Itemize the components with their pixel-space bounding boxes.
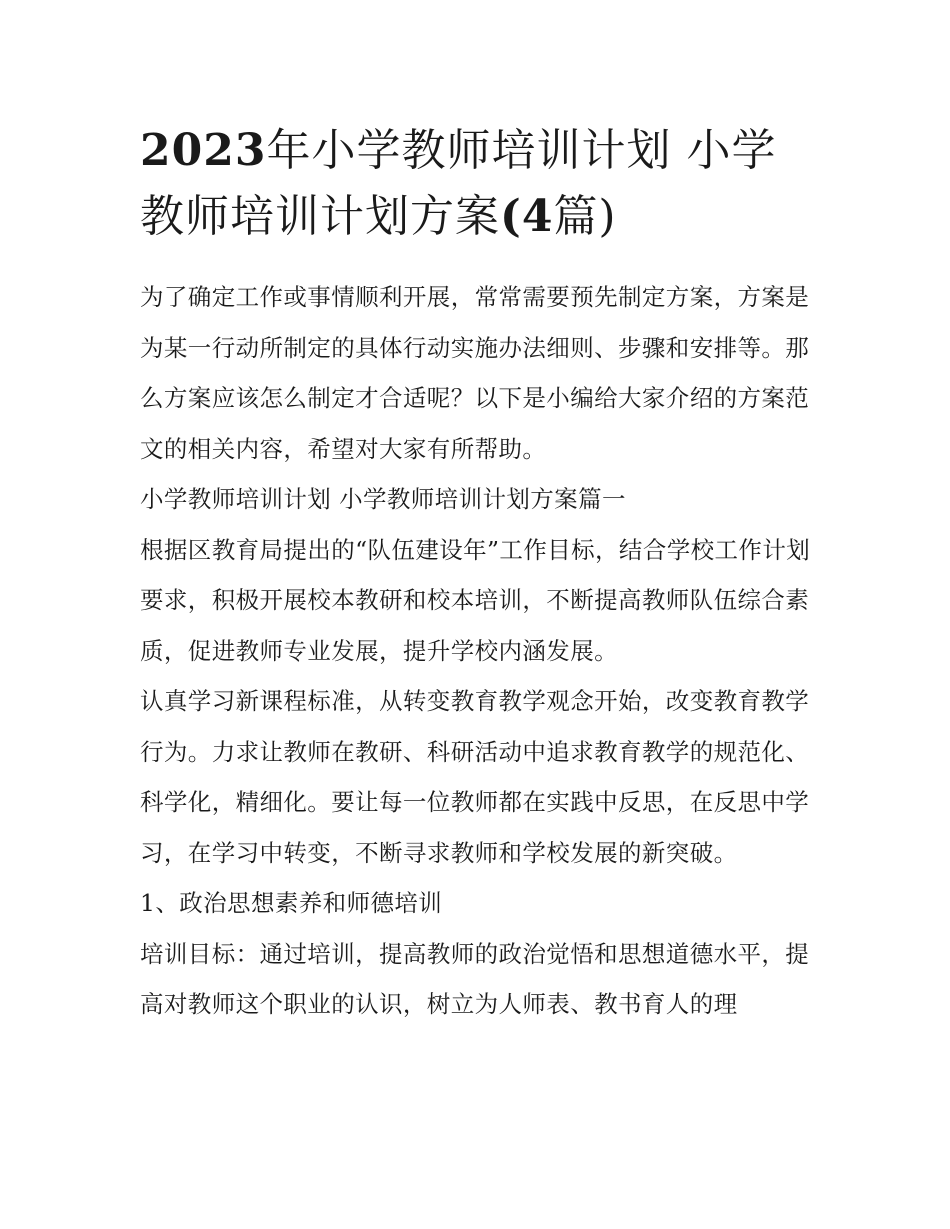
document-body (140, 272, 820, 1030)
body-paragraph: 认真学习新课程标准，从转变教育教学观念开始，改变教育教学行为。力求让教师在教研、科研活动中追求教育教学的规范化、科学化，精细化。要让每一位教师都在实践中反思，在反思中学习，在学习中转变，不断寻求教师和学校发展的新突破。 (140, 687, 810, 867)
title-end: 篇) (553, 191, 617, 242)
title-count: (4 (500, 191, 554, 242)
document-title (140, 118, 820, 250)
intro-paragraph: 为了确定工作或事情顺利开展，常常需要预先制定方案，方案是为某一行动所制定的具体行动实施办法细则、步骤和安排等。那么方案应该怎么制定才合适呢？以下是小编给大家介绍的方案范文的相关内容，希望对大家有所帮助。 (140, 283, 810, 463)
title-text: 年小学教师培训计划 小学教师培训计划方案 (140, 125, 777, 242)
body-paragraph: 培训目标：通过培训，提高教师的政治觉悟和思想道德水平，提高对教师这个职业的认识，树立为人师表、教书育人的理 (140, 939, 810, 1018)
body-paragraph: 根据区教育局提出的“队伍建设年”工作目标，结合学校工作计划要求，积极开展校本教研和校本培训，不断提高教师队伍综合素质，促进教师专业发展，提升学校内涵发展。 (140, 535, 811, 665)
title-year: 2023 (140, 125, 267, 176)
section-heading: 小学教师培训计划 小学教师培训计划方案篇一 (140, 485, 626, 513)
list-item-heading: 1、政治思想素养和师德培训 (140, 889, 443, 917)
